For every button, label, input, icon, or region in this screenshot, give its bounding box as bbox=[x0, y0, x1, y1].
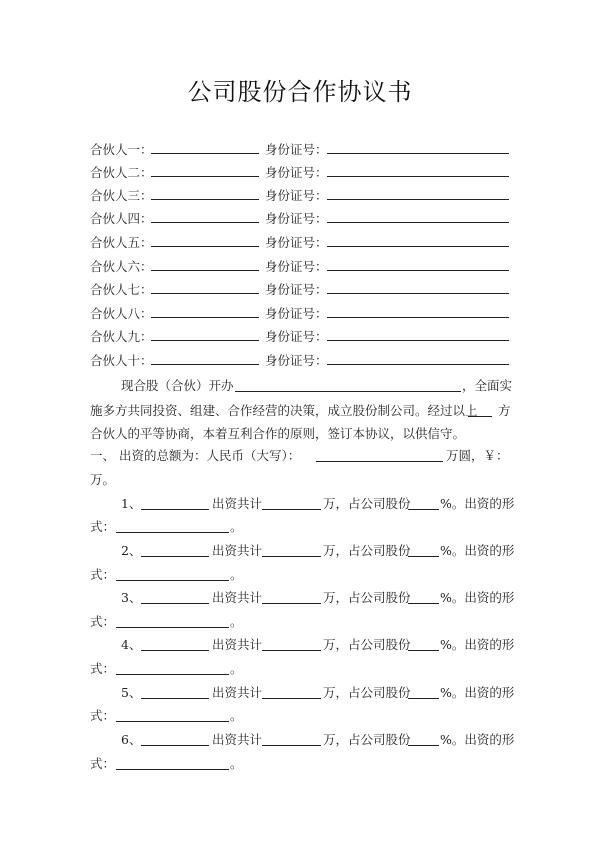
partner-row bbox=[0, 351, 600, 371]
contribution-text-3: %。出资的形 bbox=[440, 496, 515, 511]
form-label: 式： bbox=[90, 756, 116, 771]
contributor-name-blank[interactable] bbox=[141, 650, 209, 651]
partner-label: 合伙人四： bbox=[90, 211, 153, 226]
contribution-text-3: %。出资的形 bbox=[440, 732, 515, 747]
contribution-text-2: 万，占公司股份 bbox=[323, 590, 411, 605]
id-number-blank[interactable] bbox=[327, 246, 509, 247]
contribution-text-3: %。出资的形 bbox=[440, 590, 515, 605]
document-title: 公司股份合作协议书 bbox=[187, 78, 413, 106]
partner-name-blank[interactable] bbox=[151, 364, 259, 365]
contribution-amount-blank[interactable] bbox=[262, 745, 321, 746]
capital-unit: 万圆，￥： bbox=[446, 448, 509, 463]
intro-line-2: 施多方共同投资、组建、合作经营的决策，成立股份制公司。经过以上 bbox=[90, 403, 478, 418]
id-number-blank[interactable] bbox=[327, 270, 509, 271]
partner-count-blank[interactable] bbox=[468, 416, 492, 417]
id-label: 身份证号： bbox=[265, 353, 328, 368]
partner-label: 合伙人七： bbox=[90, 282, 153, 297]
contribution-text-2: 万，占公司股份 bbox=[323, 685, 411, 700]
contribution-form-blank[interactable] bbox=[116, 580, 229, 581]
partner-name-blank[interactable] bbox=[151, 270, 259, 271]
contribution-form-blank[interactable] bbox=[116, 674, 229, 675]
id-label: 身份证号： bbox=[265, 165, 328, 180]
contribution-number: 3、 bbox=[121, 590, 142, 605]
form-label: 式： bbox=[90, 661, 116, 676]
contribution-text-1: 出资共计 bbox=[212, 637, 263, 652]
contribution-end: 。 bbox=[230, 708, 243, 723]
company-name-blank[interactable] bbox=[235, 391, 461, 392]
share-percent-blank[interactable] bbox=[408, 556, 439, 557]
contribution-amount-blank[interactable] bbox=[262, 650, 321, 651]
contribution-amount-blank[interactable] bbox=[262, 698, 321, 699]
partner-name-blank[interactable] bbox=[151, 293, 259, 294]
contribution-text-3: %。出资的形 bbox=[440, 543, 515, 558]
partner-row bbox=[0, 209, 600, 229]
partner-label: 合伙人八： bbox=[90, 306, 153, 321]
partner-name-blank[interactable] bbox=[151, 153, 259, 154]
partner-label: 合伙人十： bbox=[90, 353, 153, 368]
capital-amount-blank[interactable] bbox=[316, 461, 443, 462]
contribution-form-blank[interactable] bbox=[116, 627, 229, 628]
contribution-amount-blank[interactable] bbox=[262, 556, 321, 557]
partner-label: 合伙人二： bbox=[90, 165, 153, 180]
contribution-amount-blank[interactable] bbox=[262, 509, 321, 510]
id-label: 身份证号： bbox=[265, 306, 328, 321]
share-percent-blank[interactable] bbox=[408, 745, 439, 746]
partner-name-blank[interactable] bbox=[151, 199, 259, 200]
partner-row bbox=[0, 280, 600, 300]
partner-name-blank[interactable] bbox=[151, 176, 259, 177]
contribution-end: 。 bbox=[230, 756, 243, 771]
contribution-number: 6、 bbox=[121, 732, 142, 747]
partner-label: 合伙人三： bbox=[90, 188, 153, 203]
contribution-text-1: 出资共计 bbox=[212, 590, 263, 605]
form-label: 式： bbox=[90, 614, 116, 629]
contribution-amount-blank[interactable] bbox=[262, 603, 321, 604]
id-number-blank[interactable] bbox=[327, 199, 509, 200]
partner-name-blank[interactable] bbox=[151, 317, 259, 318]
id-number-blank[interactable] bbox=[327, 176, 509, 177]
contribution-number: 1、 bbox=[121, 496, 142, 511]
partner-row bbox=[0, 327, 600, 347]
id-label: 身份证号： bbox=[265, 142, 328, 157]
share-percent-blank[interactable] bbox=[408, 698, 439, 699]
contributor-name-blank[interactable] bbox=[141, 556, 209, 557]
partner-row bbox=[0, 257, 600, 277]
contribution-number: 5、 bbox=[121, 685, 142, 700]
contribution-text-1: 出资共计 bbox=[212, 685, 263, 700]
contribution-text-2: 万，占公司股份 bbox=[323, 543, 411, 558]
id-label: 身份证号： bbox=[265, 282, 328, 297]
form-label: 式： bbox=[90, 567, 116, 582]
intro-line-1: 现合股（合伙）开办 bbox=[121, 378, 234, 393]
contribution-end: 。 bbox=[230, 567, 243, 582]
contribution-form-blank[interactable] bbox=[116, 769, 229, 770]
contribution-text-3: %。出资的形 bbox=[440, 637, 515, 652]
id-label: 身份证号： bbox=[265, 211, 328, 226]
form-label: 式： bbox=[90, 708, 116, 723]
contribution-number: 4、 bbox=[121, 637, 142, 652]
contribution-text-3: %。出资的形 bbox=[440, 685, 515, 700]
intro-line-1-end: ，全面实 bbox=[462, 378, 513, 393]
partner-name-blank[interactable] bbox=[151, 246, 259, 247]
id-number-blank[interactable] bbox=[327, 153, 509, 154]
partner-row bbox=[0, 233, 600, 253]
contribution-form-blank[interactable] bbox=[116, 532, 229, 533]
contribution-text-1: 出资共计 bbox=[212, 732, 263, 747]
partner-name-blank[interactable] bbox=[151, 340, 259, 341]
contributor-name-blank[interactable] bbox=[141, 698, 209, 699]
contribution-text-2: 万，占公司股份 bbox=[323, 637, 411, 652]
partner-label: 合伙人六： bbox=[90, 259, 153, 274]
partner-label: 合伙人一： bbox=[90, 142, 153, 157]
id-label: 身份证号： bbox=[265, 259, 328, 274]
intro-line-3: 合伙人的平等协商，本着互利合作的原则，签订本协议，以供信守。 bbox=[90, 426, 466, 441]
id-label: 身份证号： bbox=[265, 188, 328, 203]
share-percent-blank[interactable] bbox=[408, 603, 439, 604]
id-number-blank[interactable] bbox=[327, 364, 509, 365]
form-label: 式： bbox=[90, 519, 116, 534]
partner-row bbox=[0, 140, 600, 160]
contribution-end: 。 bbox=[230, 614, 243, 629]
id-number-blank[interactable] bbox=[327, 317, 509, 318]
id-label: 身份证号： bbox=[265, 329, 328, 344]
contributor-name-blank[interactable] bbox=[141, 745, 209, 746]
contributor-name-blank[interactable] bbox=[141, 509, 209, 510]
contribution-text-2: 万，占公司股份 bbox=[323, 496, 411, 511]
share-percent-blank[interactable] bbox=[408, 509, 439, 510]
contributor-name-blank[interactable] bbox=[141, 603, 209, 604]
contribution-text-2: 万，占公司股份 bbox=[323, 732, 411, 747]
partner-label: 合伙人九： bbox=[90, 329, 153, 344]
partner-row bbox=[0, 186, 600, 206]
partner-row bbox=[0, 163, 600, 183]
partner-label: 合伙人五： bbox=[90, 235, 153, 250]
id-number-blank[interactable] bbox=[327, 222, 509, 223]
id-number-blank[interactable] bbox=[327, 293, 509, 294]
share-percent-blank[interactable] bbox=[408, 650, 439, 651]
contribution-text-1: 出资共计 bbox=[212, 496, 263, 511]
partner-row bbox=[0, 304, 600, 324]
contribution-number: 2、 bbox=[121, 543, 142, 558]
contribution-end: 。 bbox=[230, 661, 243, 676]
intro-line-2-end: 方 bbox=[498, 403, 511, 418]
contribution-form-blank[interactable] bbox=[116, 721, 229, 722]
id-label: 身份证号： bbox=[265, 235, 328, 250]
id-number-blank[interactable] bbox=[327, 340, 509, 341]
capital-wan: 万。 bbox=[90, 472, 116, 487]
contribution-end: 。 bbox=[230, 519, 243, 534]
contribution-text-1: 出资共计 bbox=[212, 543, 263, 558]
capital-label: 一、 出资的总额为：人民币（大写）： bbox=[90, 448, 301, 463]
partner-name-blank[interactable] bbox=[151, 222, 259, 223]
